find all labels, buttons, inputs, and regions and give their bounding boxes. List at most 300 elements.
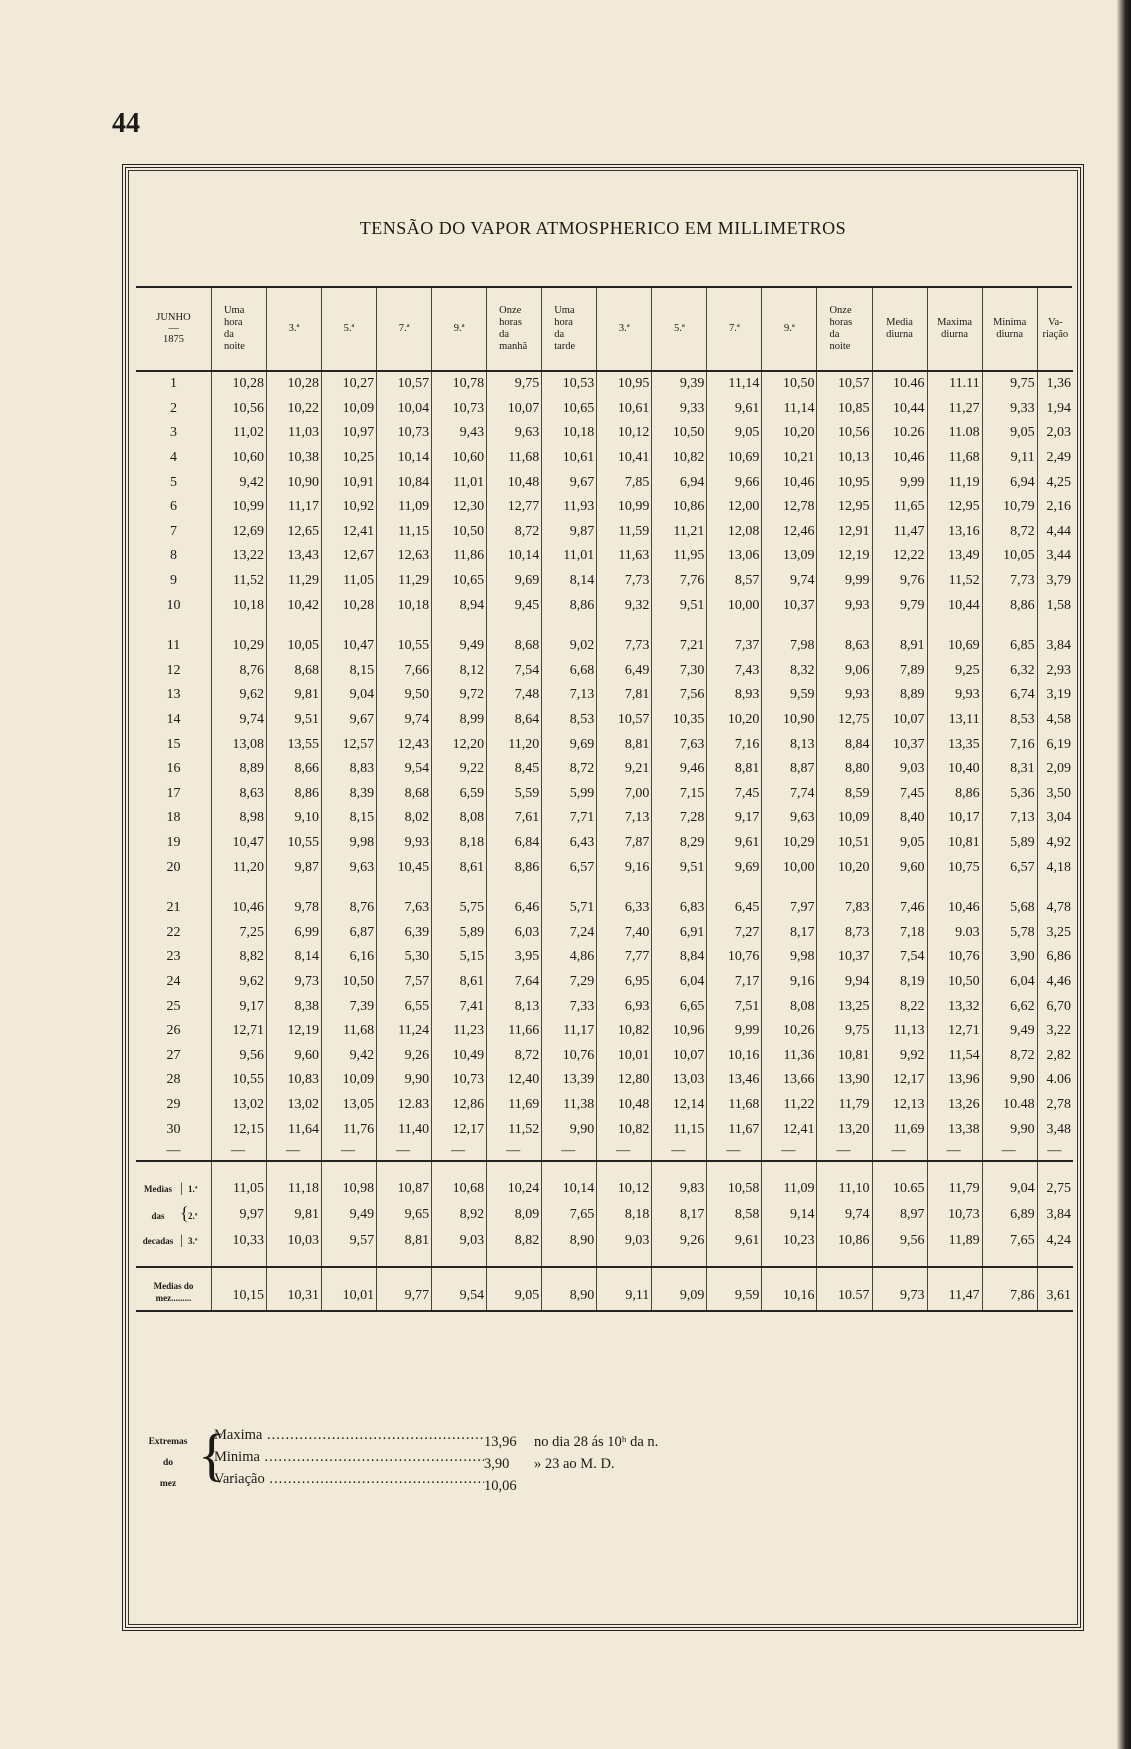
value-cell: 8,80: [817, 757, 872, 782]
value-cell: 11,29: [377, 569, 432, 594]
value-cell: 12,43: [377, 732, 432, 757]
value-cell: 8,18: [432, 831, 487, 856]
value-cell: 7,17: [707, 970, 762, 995]
value-cell: 10,69: [927, 634, 982, 659]
day-cell: 23: [166, 949, 181, 965]
value-cell: 13,09: [762, 544, 817, 569]
value-cell: 7,73: [597, 634, 652, 659]
month-mean-label-line: mez.........: [155, 1292, 192, 1303]
table-row: [136, 634, 1073, 659]
value-cell: 10,91: [322, 470, 377, 495]
value-cell: 9,59: [707, 1267, 762, 1311]
value-cell: 9,02: [542, 634, 597, 659]
value-cell: 9,03: [872, 757, 927, 782]
value-cell: 9,05: [707, 421, 762, 446]
value-cell: 9,90: [982, 1117, 1037, 1142]
value-cell: 9,63: [487, 421, 542, 446]
value-cell: 6,46: [487, 896, 542, 921]
extremes-brace: {: [198, 1422, 226, 1487]
value-cell: 8,76: [322, 896, 377, 921]
value-cell: 6,99: [266, 920, 321, 945]
value-cell: 8,98: [211, 806, 266, 831]
extreme-value: 10,06: [484, 1478, 517, 1494]
value-cell: 10,57: [817, 371, 872, 397]
value-cell: 9,42: [211, 470, 266, 495]
value-cell: 13,03: [652, 1068, 707, 1093]
value-cell: 8,59: [817, 782, 872, 807]
extreme-name: Maxima .....: [214, 1424, 484, 1446]
value-cell: 11,24: [377, 1019, 432, 1044]
header-column: 3.ª: [266, 288, 321, 371]
value-cell: 9,05: [872, 831, 927, 856]
value-cell: 9,93: [817, 683, 872, 708]
value-cell: 10,05: [982, 544, 1037, 569]
value-cell: 12,46: [762, 520, 817, 545]
value-cell: 9,93: [927, 683, 982, 708]
value-cell: 5,75: [432, 896, 487, 921]
value-cell: 8,68: [377, 782, 432, 807]
extremes-label-line: Extremas: [148, 1437, 188, 1447]
value-cell: 3,48: [1037, 1117, 1073, 1142]
value-cell: 7,39: [322, 994, 377, 1019]
value-cell: 6,32: [982, 659, 1037, 684]
value-cell: 10,85: [817, 397, 872, 422]
value-cell: 6,70: [1037, 994, 1073, 1019]
value-cell: 8,15: [322, 659, 377, 684]
value-cell: 9,04: [322, 683, 377, 708]
value-cell: 10,73: [927, 1202, 982, 1228]
value-cell: 7,63: [377, 896, 432, 921]
value-cell: 9,61: [707, 397, 762, 422]
gap-cell: [762, 880, 817, 896]
value-cell: 9,56: [211, 1043, 266, 1068]
value-cell: 9,67: [322, 708, 377, 733]
value-cell: 3,79: [1037, 569, 1073, 594]
value-cell: 9,63: [762, 806, 817, 831]
value-cell: 8,09: [487, 1202, 542, 1228]
value-cell: 11,47: [872, 520, 927, 545]
value-cell: 10,14: [377, 446, 432, 471]
value-cell: 10,03: [266, 1228, 321, 1267]
value-cell: 11,59: [597, 520, 652, 545]
value-cell: 13,02: [211, 1093, 266, 1118]
value-cell: 10,76: [927, 945, 982, 970]
gap-cell: [542, 880, 597, 896]
value-cell: 8,38: [266, 994, 321, 1019]
value-cell: 6,91: [652, 920, 707, 945]
value-cell: 11,69: [487, 1093, 542, 1118]
value-cell: 10,29: [762, 831, 817, 856]
value-cell: 10,07: [487, 397, 542, 422]
value-cell: 10,37: [872, 732, 927, 757]
value-cell: 10,55: [266, 831, 321, 856]
value-cell: 12,19: [266, 1019, 321, 1044]
decade-label-cell: [136, 1202, 211, 1228]
value-cell: 6,89: [982, 1202, 1037, 1228]
header-row: [136, 288, 1073, 371]
day-cell: 28: [166, 1072, 181, 1088]
table-title: TENSÃO DO VAPOR ATMOSPHERICO EM MILLIMETROS: [359, 218, 847, 238]
value-cell: 10,97: [322, 421, 377, 446]
value-cell: 9,74: [211, 708, 266, 733]
value-cell: 10,82: [597, 1019, 652, 1044]
value-cell: 10,76: [707, 945, 762, 970]
table-row: [136, 708, 1073, 733]
dash-cell: —: [872, 1142, 927, 1161]
day-cell: 15: [166, 736, 181, 752]
value-cell: 2,78: [1037, 1093, 1073, 1118]
value-cell: 10,65: [542, 397, 597, 422]
value-cell: 9,97: [211, 1202, 266, 1228]
value-cell: 8,94: [432, 593, 487, 618]
value-cell: 10,83: [266, 1068, 321, 1093]
value-cell: 7,27: [707, 920, 762, 945]
decade-brace-icon: {: [180, 1203, 189, 1224]
value-cell: 6,87: [322, 920, 377, 945]
value-cell: 8,82: [211, 945, 266, 970]
value-cell: 10,17: [927, 806, 982, 831]
gap-cell: [597, 618, 652, 634]
value-cell: 9,81: [266, 1202, 321, 1228]
value-cell: 9,63: [322, 855, 377, 880]
value-cell: 7,25: [211, 920, 266, 945]
value-cell: 8,81: [597, 732, 652, 757]
extremes-label-line: mez: [159, 1479, 177, 1489]
value-cell: 7,81: [597, 683, 652, 708]
value-cell: 9,33: [652, 397, 707, 422]
extreme-note: no dia 28 ás 10ʰ da n.: [534, 1434, 659, 1450]
value-cell: 10,99: [597, 495, 652, 520]
value-cell: 8,97: [872, 1202, 927, 1228]
value-cell: 9,51: [266, 708, 321, 733]
day-cell: 10: [166, 597, 181, 613]
value-cell: 10,15: [211, 1267, 266, 1311]
value-cell: 9,77: [377, 1267, 432, 1311]
table-row: [136, 397, 1073, 422]
value-cell: 8,90: [542, 1228, 597, 1267]
value-cell: 6,16: [322, 945, 377, 970]
value-cell: 10,28: [266, 371, 321, 397]
value-cell: 6,49: [597, 659, 652, 684]
table-row: [136, 896, 1073, 921]
value-cell: 8,81: [377, 1228, 432, 1267]
dash-cell: —: [377, 1142, 432, 1161]
value-cell: 7,33: [542, 994, 597, 1019]
value-cell: 7,54: [487, 659, 542, 684]
value-cell: 8,13: [487, 994, 542, 1019]
value-cell: 7,13: [597, 806, 652, 831]
value-cell: 10,81: [817, 1043, 872, 1068]
value-cell: 6,86: [1037, 945, 1073, 970]
value-cell: 6,39: [377, 920, 432, 945]
value-cell: 12,63: [377, 544, 432, 569]
value-cell: 8,83: [322, 757, 377, 782]
value-cell: 8,15: [322, 806, 377, 831]
extreme-value: 3,90: [484, 1456, 510, 1472]
value-cell: 8,64: [487, 708, 542, 733]
value-cell: 12,91: [817, 520, 872, 545]
value-cell: 8,72: [487, 1043, 542, 1068]
value-cell: 11,65: [872, 495, 927, 520]
value-cell: 9,76: [872, 569, 927, 594]
value-cell: 6,04: [652, 970, 707, 995]
value-cell: 4,18: [1037, 855, 1073, 880]
value-cell: 5,15: [432, 945, 487, 970]
value-cell: 6,95: [597, 970, 652, 995]
dash-cell: —: [322, 1142, 377, 1161]
value-cell: 12,95: [927, 495, 982, 520]
gap-cell: [652, 618, 707, 634]
day-cell: 7: [169, 523, 177, 539]
value-cell: 13,26: [927, 1093, 982, 1118]
table-row: [136, 544, 1073, 569]
value-cell: 10,86: [652, 495, 707, 520]
value-cell: 10,50: [432, 520, 487, 545]
value-cell: 6,03: [487, 920, 542, 945]
table-row: [136, 421, 1073, 446]
value-cell: 8,61: [432, 970, 487, 995]
value-cell: 9,75: [487, 371, 542, 397]
value-cell: 10,01: [322, 1267, 377, 1311]
value-cell: 11,19: [927, 470, 982, 495]
table-row: [136, 855, 1073, 880]
dash-cell: —: [432, 1142, 487, 1161]
value-cell: 8,14: [266, 945, 321, 970]
value-cell: 10,46: [762, 470, 817, 495]
decade-ordinal: 1.ª: [188, 1183, 198, 1194]
gap-cell: [377, 618, 432, 634]
header-column: Va- riação: [1037, 288, 1073, 371]
value-cell: 10.65: [872, 1161, 927, 1202]
value-cell: 12,78: [762, 495, 817, 520]
value-cell: 7,65: [982, 1228, 1037, 1267]
value-cell: 11,52: [211, 569, 266, 594]
value-cell: 8,86: [982, 593, 1037, 618]
gap-cell: [487, 880, 542, 896]
extreme-name: Minima .....: [214, 1446, 484, 1468]
header-column: Uma hora da tarde: [542, 288, 597, 371]
gap-cell: [136, 618, 211, 634]
value-cell: 7,16: [982, 732, 1037, 757]
value-cell: 3,25: [1037, 920, 1073, 945]
value-cell: 11,38: [542, 1093, 597, 1118]
gap-cell: [487, 618, 542, 634]
value-cell: 11,02: [211, 421, 266, 446]
header-column: 3.ª: [597, 288, 652, 371]
table-row: [136, 495, 1073, 520]
value-cell: 11,68: [707, 1093, 762, 1118]
value-cell: 9,87: [542, 520, 597, 545]
value-cell: 5,78: [982, 920, 1037, 945]
value-cell: 9,06: [817, 659, 872, 684]
value-cell: 9,16: [762, 970, 817, 995]
value-cell: 10,01: [597, 1043, 652, 1068]
value-cell: 13,08: [211, 732, 266, 757]
value-cell: 9,11: [982, 446, 1037, 471]
day-cell: 11: [166, 638, 181, 654]
value-cell: 4,46: [1037, 970, 1073, 995]
value-cell: 10,28: [211, 371, 266, 397]
value-cell: 11,36: [762, 1043, 817, 1068]
value-cell: 9,79: [872, 593, 927, 618]
value-cell: 3,61: [1037, 1267, 1073, 1311]
value-cell: 13,25: [817, 994, 872, 1019]
value-cell: 10,22: [266, 397, 321, 422]
header-column: Onze horas da manhã: [487, 288, 542, 371]
table-row: [136, 994, 1073, 1019]
value-cell: 12.83: [377, 1093, 432, 1118]
value-cell: 7,30: [652, 659, 707, 684]
value-cell: 10,00: [762, 855, 817, 880]
value-cell: 9,51: [652, 593, 707, 618]
value-cell: 9,50: [377, 683, 432, 708]
value-cell: 10,99: [211, 495, 266, 520]
day-cell: 24: [166, 973, 181, 989]
value-cell: 12,19: [817, 544, 872, 569]
value-cell: 9,94: [817, 970, 872, 995]
value-cell: 7,13: [542, 683, 597, 708]
value-cell: 12,71: [927, 1019, 982, 1044]
value-cell: 9,72: [432, 683, 487, 708]
value-cell: 12,77: [487, 495, 542, 520]
decade-ordinal: 2.ª: [188, 1211, 198, 1222]
value-cell: 10,96: [652, 1019, 707, 1044]
value-cell: 10,84: [377, 470, 432, 495]
value-cell: 11,68: [927, 446, 982, 471]
value-cell: 10,47: [322, 634, 377, 659]
value-cell: 9,43: [432, 421, 487, 446]
value-cell: 8,99: [432, 708, 487, 733]
value-cell: 10,73: [432, 397, 487, 422]
value-cell: 12,69: [211, 520, 266, 545]
value-cell: 10,73: [432, 1068, 487, 1093]
decade-mean-row: [136, 1161, 1073, 1202]
dash-cell: —: [927, 1142, 982, 1161]
value-cell: 11,01: [432, 470, 487, 495]
gap-cell: [707, 880, 762, 896]
value-cell: 6,94: [652, 470, 707, 495]
day-cell: 18: [166, 810, 181, 826]
day-cell: 22: [166, 924, 181, 940]
gap-cell: [432, 880, 487, 896]
value-cell: 11,22: [762, 1093, 817, 1118]
value-cell: 11,05: [211, 1161, 266, 1202]
value-cell: 9,62: [211, 970, 266, 995]
value-cell: 7,51: [707, 994, 762, 1019]
value-cell: 9,61: [707, 1228, 762, 1267]
value-cell: 4,92: [1037, 831, 1073, 856]
value-cell: 7,74: [762, 782, 817, 807]
value-cell: 10,46: [211, 896, 266, 921]
vapor-tension-table: [136, 288, 1073, 1312]
value-cell: 10,04: [377, 397, 432, 422]
value-cell: 3,50: [1037, 782, 1073, 807]
value-cell: 13,22: [211, 544, 266, 569]
value-cell: 12,14: [652, 1093, 707, 1118]
value-cell: 10,05: [266, 634, 321, 659]
value-cell: 6,43: [542, 831, 597, 856]
table-row: [136, 520, 1073, 545]
value-cell: 10.48: [982, 1093, 1037, 1118]
value-cell: 11,20: [487, 732, 542, 757]
value-cell: 10,81: [927, 831, 982, 856]
value-cell: 7,28: [652, 806, 707, 831]
value-cell: 6,83: [652, 896, 707, 921]
value-cell: 8,86: [266, 782, 321, 807]
value-cell: 8,13: [762, 732, 817, 757]
value-cell: 10,12: [597, 421, 652, 446]
gap-cell: [707, 618, 762, 634]
value-cell: 11,95: [652, 544, 707, 569]
month-mean-label-line: Medias do: [153, 1280, 194, 1291]
value-cell: 6,57: [542, 855, 597, 880]
table-row: [136, 732, 1073, 757]
value-cell: 2,49: [1037, 446, 1073, 471]
value-cell: 2,03: [1037, 421, 1073, 446]
value-cell: 13,16: [927, 520, 982, 545]
value-cell: 7,83: [817, 896, 872, 921]
value-cell: 13,11: [927, 708, 982, 733]
value-cell: 8,17: [652, 1202, 707, 1228]
gap-cell: [927, 618, 982, 634]
value-cell: 4.06: [1037, 1068, 1073, 1093]
header-day-line: —: [168, 323, 179, 334]
value-cell: 11,10: [817, 1161, 872, 1202]
value-cell: 11,79: [817, 1093, 872, 1118]
header-column: Minima diurna: [982, 288, 1037, 371]
value-cell: 11,40: [377, 1117, 432, 1142]
value-cell: 9,49: [982, 1019, 1037, 1044]
value-cell: 8,72: [487, 520, 542, 545]
table-row: [136, 920, 1073, 945]
value-cell: 9,61: [707, 831, 762, 856]
header-column: Uma hora da noite: [211, 288, 266, 371]
table-row: [136, 831, 1073, 856]
value-cell: 9,99: [707, 1019, 762, 1044]
decade-brace-icon: |: [180, 1232, 183, 1248]
value-cell: 10,44: [872, 397, 927, 422]
value-cell: 9,26: [652, 1228, 707, 1267]
value-cell: 10,09: [817, 806, 872, 831]
value-cell: 10,25: [322, 446, 377, 471]
dash-cell: —: [211, 1142, 266, 1161]
value-cell: 7,00: [597, 782, 652, 807]
value-cell: 8,45: [487, 757, 542, 782]
value-cell: 11,52: [927, 569, 982, 594]
value-cell: 3,19: [1037, 683, 1073, 708]
value-cell: 10,37: [762, 593, 817, 618]
value-cell: 1,36: [1037, 371, 1073, 397]
value-cell: 10,14: [542, 1161, 597, 1202]
value-cell: 7,45: [707, 782, 762, 807]
value-cell: 12,41: [762, 1117, 817, 1142]
day-cell: 9: [169, 573, 177, 589]
value-cell: 12,95: [817, 495, 872, 520]
value-cell: 11,15: [377, 520, 432, 545]
value-cell: 6,62: [982, 994, 1037, 1019]
value-cell: 7,48: [487, 683, 542, 708]
value-cell: 9,67: [542, 470, 597, 495]
value-cell: 6,04: [982, 970, 1037, 995]
gap-cell: [652, 880, 707, 896]
value-cell: 11,68: [487, 446, 542, 471]
value-cell: 10,13: [817, 446, 872, 471]
value-cell: 11,54: [927, 1043, 982, 1068]
value-cell: 9,05: [982, 421, 1037, 446]
dash-cell: —: [1037, 1142, 1073, 1161]
value-cell: 8,17: [762, 920, 817, 945]
value-cell: 7,43: [707, 659, 762, 684]
